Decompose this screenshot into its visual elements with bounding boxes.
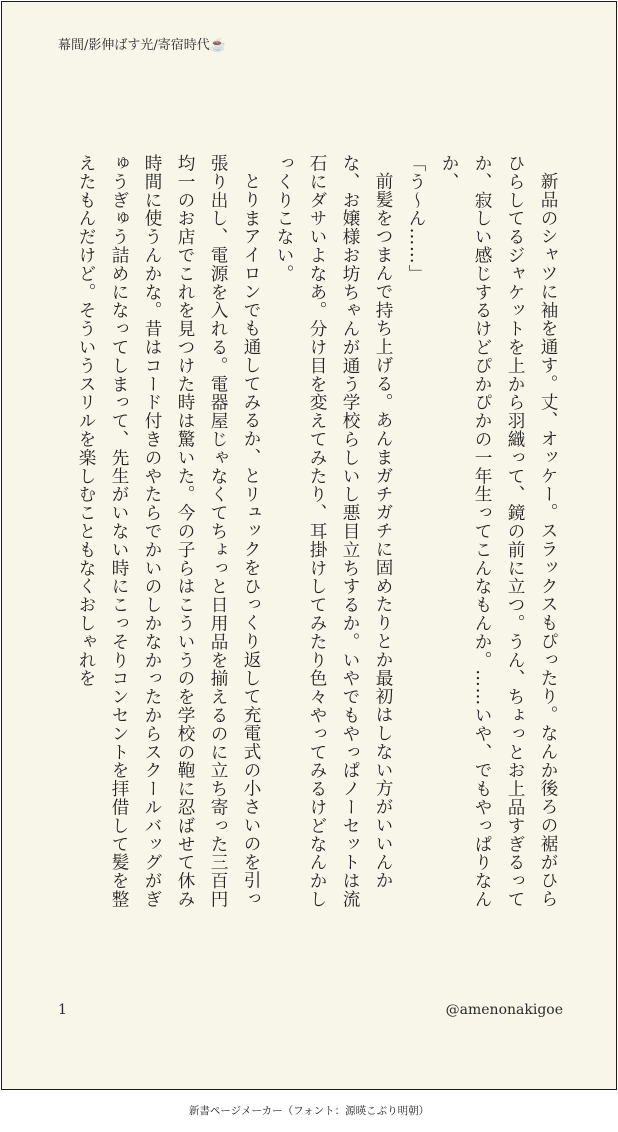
page-number: 1	[58, 1002, 67, 1018]
book-page	[1, 1, 617, 1090]
page-header-title: 幕間/影伸ばす光/寄宿時代☕	[58, 38, 226, 53]
author-handle: @amenonakigoe	[445, 1002, 563, 1018]
generator-credit: 新書ページメーカー（フォント：源暎こぶり明朝）	[188, 1105, 430, 1117]
paragraph-3: 前髪をつまんで持ち上げる。あんまガチガチに固めたりとか最初はしない方がいいんかな、お嬢様お坊ちゃんが通う学校らしいし悪目立ちするか。いやでもやっぱノーセットは流石にダサいよなあ。分け目を変えてみたり、耳掛けしてみたり色々やってみるけどなんかしっくりこない。	[274, 154, 393, 909]
vertical-body-text	[69, 154, 564, 924]
paragraph-1: 新品のシャツに袖を通す。丈、オッケー。スラックスもぴったり。なんか後ろの裾がひらひらしてるジャケットを上から羽織って、鏡の前に立つ。うん、ちょっとお上品すぎるってか、寂しい感じするけどぴかぴかの一年生ってこんなもんか。……いや、でもやっぱりなんか、	[439, 154, 558, 909]
paragraph-4: とりまアイロンでも通してみるか、とリュックをひっくり返して充電式の小さいのを引っ張り出し、電源を入れる。電器屋じゃなくてちょっと日用品を揃えるのに立ち寄った三百円均一のお店でこれを見つけた時は驚いた。今の子らはこういうのを学校の鞄に忍ばせて休み時間に使うんかな。昔はコード付きのやたらでかいのしかなかったからスクールバッグがぎゅうぎゅう詰めになってしまって、先生がいない時にこっそりコンセントを拝借して髪を整えたもんだけど。そういうスリルを楽しむこともなくおしゃれを	[76, 154, 261, 909]
paragraph-2-dialogue: 「う〜ん……」	[406, 154, 426, 283]
